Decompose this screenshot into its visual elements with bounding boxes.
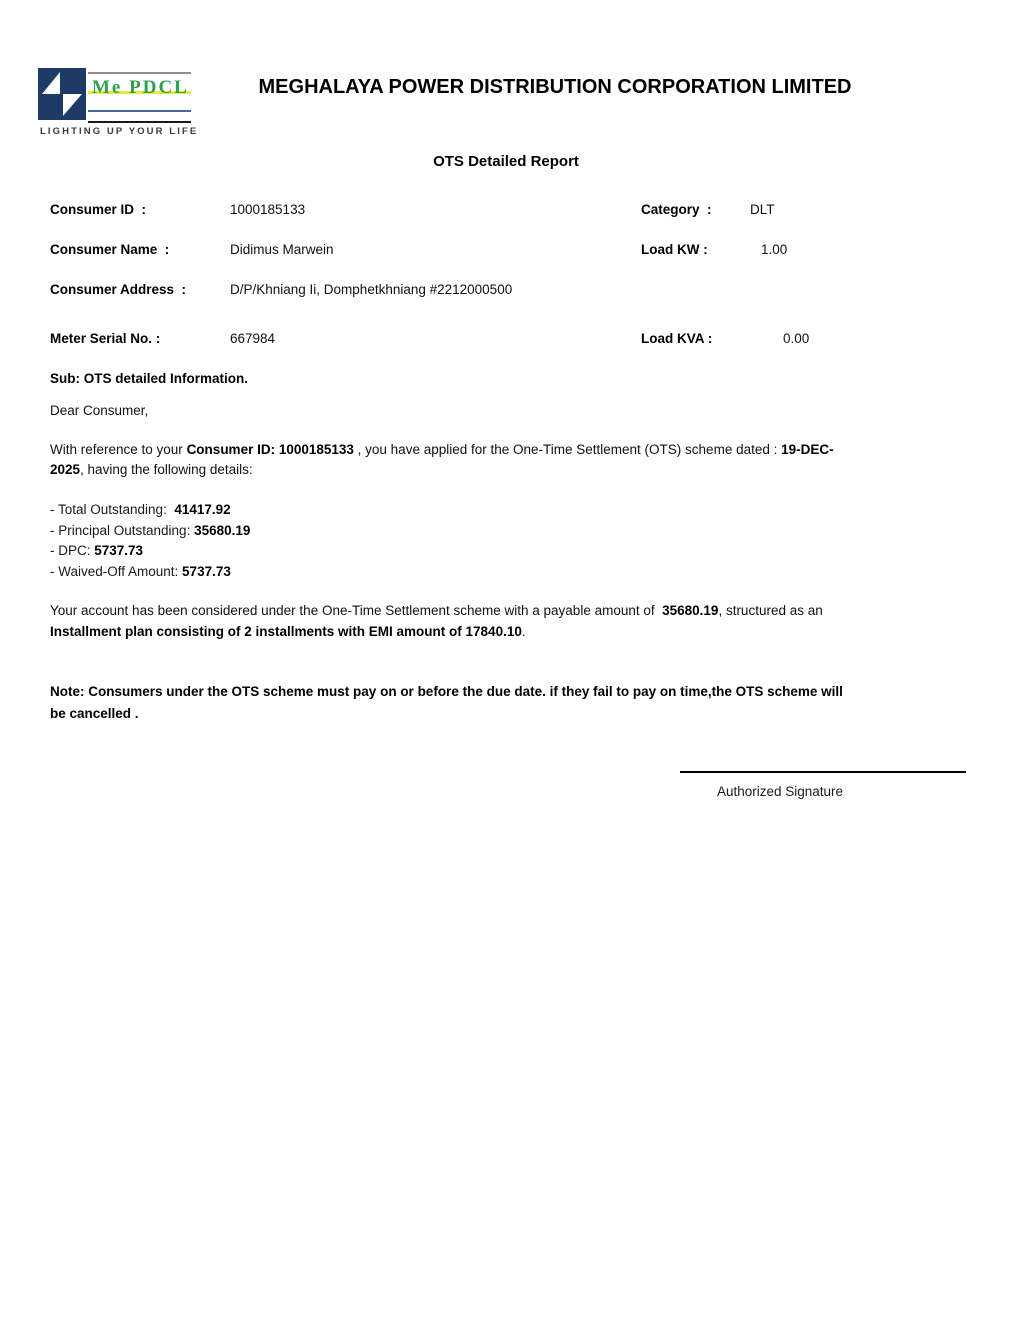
lightning-mark-icon — [38, 68, 86, 120]
load-kw-label: Load KW : — [641, 242, 708, 257]
settlement-paragraph — [50, 600, 895, 642]
load-kva-value: 0.00 — [783, 331, 810, 346]
load-kw-value: 1.00 — [761, 242, 788, 257]
consumer-address-label: Consumer Address : — [50, 282, 187, 297]
mepdcl-logo — [38, 66, 199, 140]
logo-tagline: LIGHTING UP YOUR LIFE — [40, 126, 199, 137]
consumer-id-value: 1000185133 — [230, 202, 306, 217]
detail-value: 41417.92 — [174, 502, 231, 517]
detail-waived-off — [50, 562, 250, 583]
logo-brand-text: Me PDCL — [92, 77, 189, 98]
authorized-signature-label: Authorized Signature — [716, 784, 844, 799]
note-paragraph: Note: Consumers under the OTS scheme must pay on or before the due date. if they fail to pay on time,the OTS scheme will be cancelled . — [50, 684, 847, 721]
company-name: MEGHALAYA POWER DISTRIBUTION CORPORATION LIMITED — [258, 76, 852, 98]
detail-label: - Total Outstanding: — [50, 502, 175, 517]
load-kva-label: Load KVA : — [641, 331, 713, 346]
settlement-text: Your account has been considered under the One-Time Settlement scheme with a payable amount of — [50, 603, 663, 618]
intro-text: With reference to your — [50, 442, 187, 457]
settlement-amount: 35680.19 — [662, 603, 719, 618]
settlement-text-3: . — [521, 624, 526, 639]
consumer-name-value: Didimus Marwein — [230, 242, 334, 257]
logo-blue-line — [88, 110, 191, 112]
detail-label: - Waived-Off Amount: — [50, 563, 183, 579]
detail-label: - Principal Outstanding: — [50, 522, 195, 538]
detail-value: 5737.73 — [94, 543, 144, 558]
detail-value: 35680.19 — [194, 522, 251, 538]
settlement-text-2: , structured as an — [718, 603, 827, 618]
subject-line: Sub: OTS detailed Information. — [50, 371, 249, 386]
category-value: DLT — [750, 202, 775, 217]
intro-text-3: , having the following details: — [80, 462, 253, 477]
ots-details-list — [50, 500, 250, 582]
intro-text-2: , you have applied for the One-Time Settlement (OTS) scheme dated : — [353, 442, 782, 457]
meter-serial-value: 667984 — [230, 331, 276, 346]
signature-line — [680, 771, 966, 773]
detail-total-outstanding — [50, 500, 250, 521]
category-label: Category : — [641, 202, 712, 217]
intro-consumer-id: Consumer ID: 1000185133 — [186, 442, 354, 457]
consumer-address-value: D/P/Khniang Ii, Domphetkhniang #2212000500 — [230, 282, 513, 297]
intro-date: 19-DEC-2025 — [50, 442, 834, 477]
consumer-name-label: Consumer Name : — [50, 242, 170, 257]
detail-principal-outstanding — [50, 521, 250, 542]
logo-black-line — [88, 121, 191, 123]
settlement-installment: Installment plan consisting of 2 installments with EMI amount of 17840.10 — [50, 624, 522, 639]
report-title: OTS Detailed Report — [433, 153, 579, 170]
consumer-id-label: Consumer ID : — [50, 202, 147, 217]
logo-top-line — [88, 72, 191, 74]
detail-dpc — [50, 541, 250, 562]
ots-intro-paragraph — [50, 440, 865, 480]
meter-serial-label: Meter Serial No. : — [50, 331, 161, 346]
detail-label: - DPC: — [50, 543, 95, 558]
detail-value: 5737.73 — [182, 563, 231, 579]
salutation: Dear Consumer, — [50, 403, 149, 418]
